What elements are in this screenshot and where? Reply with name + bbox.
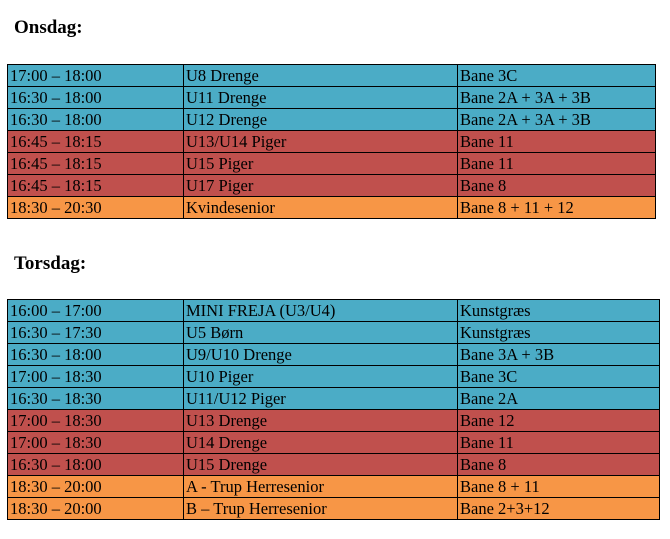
time-cell: 17:00 – 18:30 xyxy=(8,366,184,388)
table-row xyxy=(8,366,660,388)
table-row xyxy=(8,153,656,175)
table-row xyxy=(8,410,660,432)
field-cell: Bane 8 xyxy=(458,175,656,197)
team-cell: U9/U10 Drenge xyxy=(184,344,458,366)
team-cell: B – Trup Herresenior xyxy=(184,498,458,520)
time-cell: 16:45 – 18:15 xyxy=(8,153,184,175)
table-row xyxy=(8,87,656,109)
field-cell: Bane 2+3+12 xyxy=(458,498,660,520)
time-cell: 16:45 – 18:15 xyxy=(8,131,184,153)
time-cell: 18:30 – 20:30 xyxy=(8,197,184,219)
team-cell: U5 Børn xyxy=(184,322,458,344)
field-cell: Kunstgræs xyxy=(458,322,660,344)
schedule-table-torsdag xyxy=(7,299,660,520)
team-cell: U11 Drenge xyxy=(184,87,458,109)
field-cell: Kunstgræs xyxy=(458,300,660,322)
time-cell: 16:30 – 18:00 xyxy=(8,344,184,366)
team-cell: U15 Piger xyxy=(184,153,458,175)
team-cell: U11/U12 Piger xyxy=(184,388,458,410)
table-row xyxy=(8,65,656,87)
table-row xyxy=(8,197,656,219)
field-cell: Bane 11 xyxy=(458,432,660,454)
time-cell: 17:00 – 18:00 xyxy=(8,65,184,87)
table-row xyxy=(8,322,660,344)
time-cell: 16:30 – 18:00 xyxy=(8,109,184,131)
team-cell: U15 Drenge xyxy=(184,454,458,476)
team-cell: U14 Drenge xyxy=(184,432,458,454)
field-cell: Bane 8 + 11 + 12 xyxy=(458,197,656,219)
field-cell: Bane 8 xyxy=(458,454,660,476)
schedule-table-onsdag xyxy=(7,64,656,219)
table-row xyxy=(8,476,660,498)
field-cell: Bane 11 xyxy=(458,153,656,175)
team-cell: U13/U14 Piger xyxy=(184,131,458,153)
field-cell: Bane 3C xyxy=(458,366,660,388)
team-cell: A - Trup Herresenior xyxy=(184,476,458,498)
table-row xyxy=(8,131,656,153)
day-heading-onsdag: Onsdag: xyxy=(14,17,83,38)
field-cell: Bane 8 + 11 xyxy=(458,476,660,498)
field-cell: Bane 3C xyxy=(458,65,656,87)
team-cell: U17 Piger xyxy=(184,175,458,197)
time-cell: 16:30 – 18:30 xyxy=(8,388,184,410)
field-cell: Bane 2A + 3A + 3B xyxy=(458,109,656,131)
schedule-body xyxy=(8,300,660,520)
table-row xyxy=(8,344,660,366)
team-cell: Kvindesenior xyxy=(184,197,458,219)
team-cell: U12 Drenge xyxy=(184,109,458,131)
schedule-body xyxy=(8,65,656,219)
time-cell: 18:30 – 20:00 xyxy=(8,498,184,520)
time-cell: 16:00 – 17:00 xyxy=(8,300,184,322)
table-row xyxy=(8,388,660,410)
table-row xyxy=(8,432,660,454)
table-row xyxy=(8,300,660,322)
time-cell: 17:00 – 18:30 xyxy=(8,410,184,432)
table-row xyxy=(8,109,656,131)
field-cell: Bane 12 xyxy=(458,410,660,432)
time-cell: 16:30 – 17:30 xyxy=(8,322,184,344)
field-cell: Bane 2A xyxy=(458,388,660,410)
time-cell: 16:30 – 18:00 xyxy=(8,454,184,476)
table-row xyxy=(8,175,656,197)
time-cell: 18:30 – 20:00 xyxy=(8,476,184,498)
team-cell: MINI FREJA (U3/U4) xyxy=(184,300,458,322)
team-cell: U8 Drenge xyxy=(184,65,458,87)
time-cell: 16:45 – 18:15 xyxy=(8,175,184,197)
field-cell: Bane 11 xyxy=(458,131,656,153)
table-row xyxy=(8,454,660,476)
time-cell: 17:00 – 18:30 xyxy=(8,432,184,454)
field-cell: Bane 2A + 3A + 3B xyxy=(458,87,656,109)
time-cell: 16:30 – 18:00 xyxy=(8,87,184,109)
team-cell: U10 Piger xyxy=(184,366,458,388)
day-heading-torsdag: Torsdag: xyxy=(14,253,87,274)
field-cell: Bane 3A + 3B xyxy=(458,344,660,366)
team-cell: U13 Drenge xyxy=(184,410,458,432)
table-row xyxy=(8,498,660,520)
